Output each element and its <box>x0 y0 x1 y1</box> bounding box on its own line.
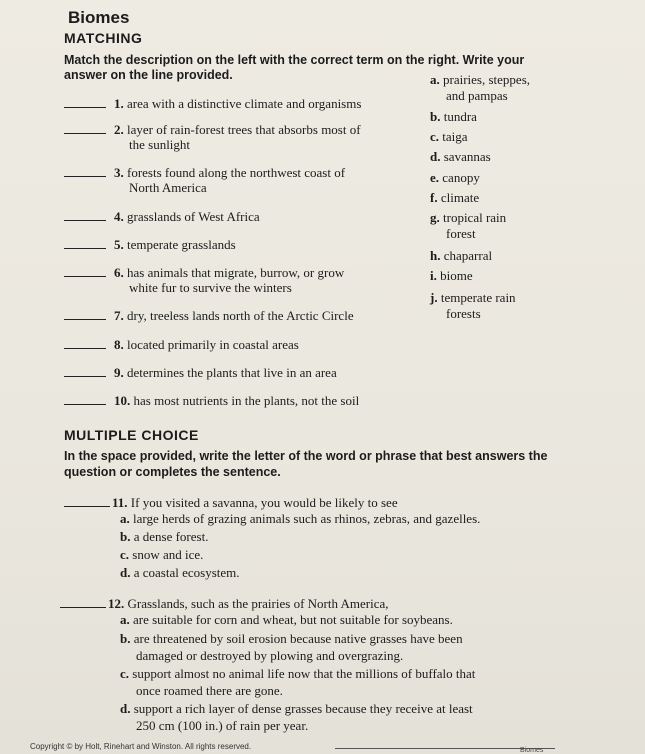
matching-item: 4. grasslands of West Africa <box>64 208 260 225</box>
matching-item: 8. located primarily in coastal areas <box>64 336 299 353</box>
matching-item: 9. determines the plants that live in an area <box>64 364 337 381</box>
q12-choice-b-continued: damaged or destroyed by plowing and overgrazing. <box>136 648 404 663</box>
answer-blank[interactable] <box>64 264 106 277</box>
term-a: a. prairies, steppes, <box>430 72 531 87</box>
q11-choice-d: d. a coastal ecosystem. <box>120 565 240 580</box>
matching-heading: MATCHING <box>64 30 143 46</box>
answer-blank[interactable] <box>64 236 106 249</box>
term-f: f. climate <box>430 190 480 205</box>
q11-choice-c: c. snow and ice. <box>120 547 204 562</box>
answer-blank[interactable] <box>64 95 106 108</box>
answer-blank[interactable] <box>64 392 106 405</box>
q11-choice-b: b. a dense forest. <box>120 529 209 544</box>
matching-item: 1. area with a distinctive climate and organisms <box>64 95 361 112</box>
answer-blank[interactable] <box>64 164 106 177</box>
matching-item: 2. layer of rain-forest trees that absorbs most of <box>64 121 361 138</box>
q12-choice-d-continued: 250 cm (100 in.) of rain per year. <box>136 718 309 733</box>
matching-item: 7. dry, treeless lands north of the Arctic Circle <box>64 307 354 324</box>
matching-item: 10. has most nutrients in the plants, not the soil <box>64 392 359 409</box>
answer-blank[interactable] <box>60 595 106 608</box>
q12-choice-c: c. support almost no animal life now that the millions of buffalo that <box>120 666 476 681</box>
multiple-choice-heading: MULTIPLE CHOICE <box>64 427 199 443</box>
q12-choice-d: d. support a rich layer of dense grasses because they receive at least <box>120 701 473 716</box>
mc-instructions-line1: In the space provided, write the letter of the word or phrase that best answers the <box>64 449 548 463</box>
matching-item: 3. forests found along the northwest coast of <box>64 164 345 181</box>
term-c: c. taiga <box>430 129 468 144</box>
matching-instructions-line1: Match the description on the left with the correct term on the right. Write your <box>64 53 525 67</box>
matching-instructions-line2: answer on the line provided. <box>64 68 233 82</box>
term-j: j. temperate rain <box>430 290 516 305</box>
matching-item-continued: the sunlight <box>129 137 191 152</box>
term-b: b. tundra <box>430 109 477 124</box>
copyright-footer: Copyright © by Holt, Rinehart and Winston. All rights reserved. <box>30 742 252 751</box>
q11-choice-a: a. large herds of grazing animals such as rhinos, zebras, and gazelles. <box>120 511 481 526</box>
q12-choice-c-continued: once roamed there are gone. <box>136 683 283 698</box>
answer-blank[interactable] <box>64 364 106 377</box>
term-g-continued: forest <box>446 226 476 241</box>
matching-item-continued: white fur to survive the winters <box>129 280 292 295</box>
answer-blank[interactable] <box>64 494 110 507</box>
term-e: e. canopy <box>430 170 480 185</box>
answer-blank[interactable] <box>64 336 106 349</box>
question-12: 12. Grasslands, such as the prairies of North America, <box>60 595 389 612</box>
mc-instructions-line2: question or completes the sentence. <box>64 465 281 479</box>
footer-section-label: Biomes <box>520 747 544 754</box>
q12-choice-a: a. are suitable for corn and wheat, but not suitable for soybeans. <box>120 612 453 627</box>
term-g: g. tropical rain <box>430 210 507 225</box>
answer-blank[interactable] <box>64 307 106 320</box>
matching-item: 5. temperate grasslands <box>64 236 236 253</box>
q12-choice-b: b. are threatened by soil erosion because native grasses have been <box>120 631 463 646</box>
term-j-continued: forests <box>446 306 481 321</box>
matching-item: 6. has animals that migrate, burrow, or grow <box>64 264 344 281</box>
term-h: h. chaparral <box>430 248 493 263</box>
term-a-continued: and pampas <box>446 88 508 103</box>
question-11: 11. If you visited a savanna, you would be likely to see <box>64 494 398 511</box>
page-title: Biomes <box>68 8 130 27</box>
answer-blank[interactable] <box>64 208 106 221</box>
term-d: d. savannas <box>430 149 491 164</box>
answer-blank[interactable] <box>64 121 106 134</box>
term-i: i. biome <box>430 268 473 283</box>
matching-item-continued: North America <box>129 180 207 195</box>
